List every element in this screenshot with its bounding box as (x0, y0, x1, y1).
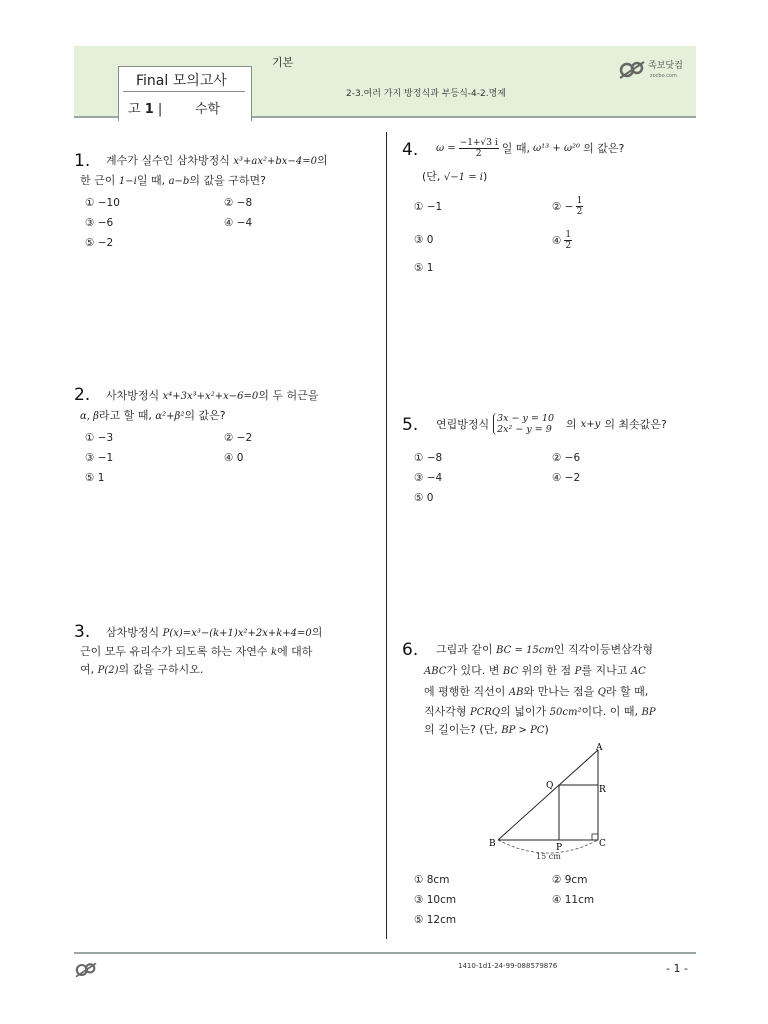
question-text: 근이 모두 유리수가 되도록 하는 자연수 k에 대하 (80, 645, 313, 658)
answer-option[interactable]: ② −2 (224, 432, 253, 444)
question-text: (단, √−1 = i) (422, 170, 488, 183)
logo-text: 족보닷컴 (648, 61, 683, 71)
question-text: 그림과 같이 BC = 15cm인 직각이등변삼각형 (436, 643, 654, 656)
answer-option[interactable]: ① 8cm (414, 874, 450, 886)
triangle-figure (486, 740, 616, 870)
point-label-p: P (556, 843, 563, 853)
point-label-c: C (599, 839, 606, 849)
footer-logo-icon (74, 960, 98, 984)
chapter-title: 2-3.여러 가지 방정식과 부등식-4-2.명제 (346, 89, 506, 99)
answer-option[interactable]: ① −8 (414, 452, 443, 464)
answer-option[interactable]: ③ −6 (85, 217, 114, 229)
question-text: 에 평행한 직선이 AB와 만나는 점을 Q라 할 때, (424, 685, 649, 698)
question-text: 연립방정식 3x − y = 10 2x² − y = 9 의 x+y 의 최솟값은? (436, 413, 667, 435)
question-number: 1. (74, 151, 91, 171)
answer-option[interactable]: ③ 0 (414, 234, 434, 246)
question-number: 3. (74, 622, 91, 642)
column-divider (386, 132, 387, 939)
point-label-a: A (596, 743, 603, 753)
base-length-label: 15 cm (536, 852, 561, 861)
question-number: 6. (402, 640, 419, 660)
question-text: 여, P(2)의 값을 구하시오. (80, 663, 204, 676)
answer-option[interactable]: ⑤ 12cm (414, 914, 457, 926)
question-text: α, β라고 할 때, α²+β²의 값은? (80, 409, 226, 422)
answer-option[interactable]: ⑤ 1 (414, 262, 434, 274)
logo-icon (618, 58, 646, 86)
answer-option[interactable]: ④ 11cm (552, 894, 595, 906)
answer-option[interactable]: ⑤ −2 (85, 237, 114, 249)
answer-option[interactable]: ① −10 (85, 197, 120, 209)
page-number: - 1 - (666, 962, 688, 975)
question-number: 5. (402, 415, 419, 435)
answer-option[interactable]: ① −3 (85, 432, 114, 444)
answer-option[interactable]: ② − $\frac{1}{2}$ (552, 196, 583, 217)
point-label-r: R (599, 785, 606, 795)
exam-title: Final 모의고사 (136, 73, 227, 89)
tab-divider (123, 91, 245, 92)
question-text: 한 근이 1−i일 때, a−b의 값을 구하면? (80, 174, 266, 187)
answer-option[interactable]: ② −8 (224, 197, 253, 209)
question-text: 사차방정식 x⁴+3x³+x²+x−6=0의 두 허근을 (106, 389, 319, 402)
document-code: 1410-1d1-24-99-088579876 (458, 962, 558, 970)
question-number: 4. (402, 140, 419, 160)
answer-option[interactable]: ③ −1 (85, 452, 114, 464)
question-text: 계수가 실수인 삼차방정식 x³+ax²+bx−4=0의 (106, 154, 328, 167)
answer-option[interactable]: ② −6 (552, 452, 581, 464)
point-label-b: B (489, 839, 496, 849)
answer-option[interactable]: ④ −4 (224, 217, 253, 229)
answer-option[interactable]: ③ −4 (414, 472, 443, 484)
grade-label: 고 1 | (128, 102, 163, 117)
point-label-q: Q (546, 781, 554, 791)
subject-label: 수학 (195, 102, 221, 117)
question-text: 삼차방정식 P(x)=x³−(k+1)x²+2x+k+4=0의 (106, 626, 323, 639)
question-number: 2. (74, 385, 91, 405)
answer-option[interactable]: ② 9cm (552, 874, 588, 886)
footer-rule (74, 952, 696, 954)
level-label: 기본 (272, 56, 294, 69)
question-text: 의 길이는? (단, BP > PC) (424, 723, 549, 736)
answer-option[interactable]: ④ $\frac{1}{2}$ (552, 230, 572, 251)
answer-option[interactable]: ① −1 (414, 201, 443, 213)
answer-option[interactable]: ③ 10cm (414, 894, 457, 906)
answer-option[interactable]: ⑤ 1 (85, 472, 105, 484)
question-text: ω = $\frac{-1+√3 i}{2}$ 일 때, ω¹³ + ω²⁰ 의 값은? (436, 138, 625, 159)
question-text: 직사각형 PCRQ의 넓이가 50cm²이다. 이 때, BP (424, 705, 656, 718)
question-text: ABC가 있다. 변 BC 위의 한 점 P를 지나고 AC (424, 664, 646, 677)
logo-subtext: zocbo.com (650, 73, 677, 79)
answer-option[interactable]: ⑤ 0 (414, 492, 434, 504)
answer-option[interactable]: ④ 0 (224, 452, 244, 464)
answer-option[interactable]: ④ −2 (552, 472, 581, 484)
